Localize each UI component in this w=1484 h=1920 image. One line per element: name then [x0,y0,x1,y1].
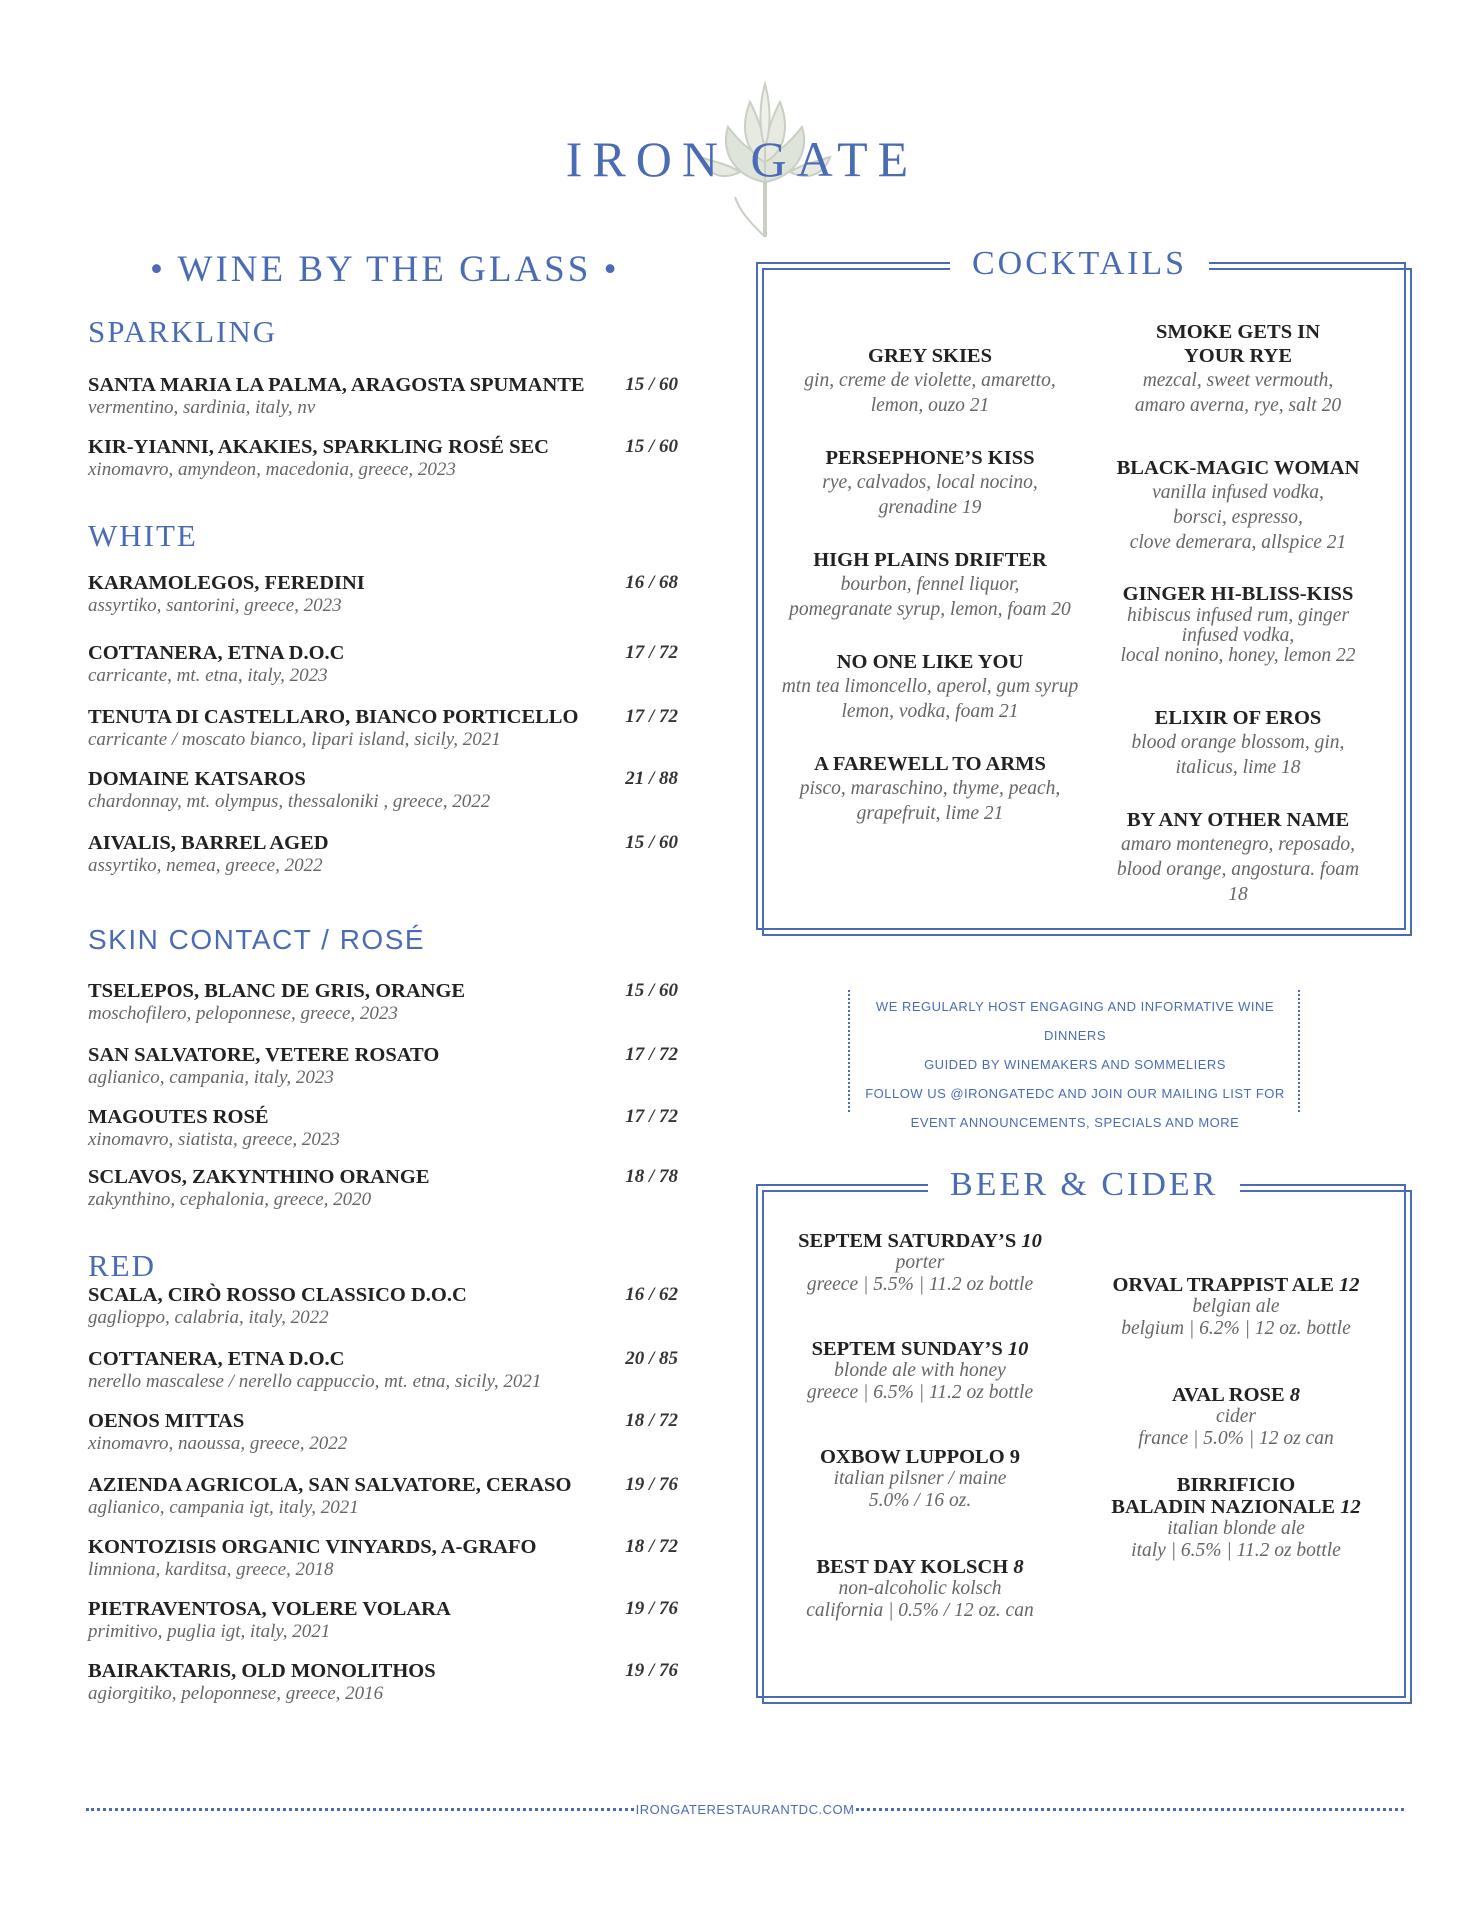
beer-desc-line: belgium | 6.2% | 12 oz. bottle [1121,1318,1351,1339]
beer-item [1076,1384,1396,1450]
cocktail-desc-line: lemon, ouzo 21 [870,395,990,416]
beer-desc-line: california | 0.5% / 12 oz. can [806,1600,1034,1621]
wine-dinner-info [850,992,1300,1137]
beer-desc-line: porter [895,1252,945,1273]
cocktail-name: HIGH PLAINS DRIFTER [813,549,1047,571]
cocktail-desc-line: mtn tea limoncello, aperol, gum syrup [781,676,1079,697]
wine-desc: vermentino, sardinia, italy, nv [88,397,316,418]
wine-desc: zakynthino, cephalonia, greece, 2020 [88,1189,372,1210]
cocktail-desc-line: pisco, maraschino, thyme, peach, [799,778,1061,799]
brand-title: IRON GATE [565,131,919,187]
wine-item [88,1044,678,1088]
beer-name-line [1076,1474,1396,1518]
cocktail-name: ELIXIR OF EROS [1154,707,1322,729]
cocktail-item [1088,456,1388,555]
beer-name-line [760,1230,1080,1252]
cocktails-heading: COCKTAILS [950,245,1209,283]
beer-name-line [760,1446,1080,1468]
cocktail-desc-line: 18 [1228,884,1248,905]
wine-item [88,374,678,418]
wine-desc: nerello mascalese / nerello cappuccio, mt. etna, sicily, 2021 [88,1371,542,1392]
wine-name: SAN SALVATORE, VETERE ROSATO [88,1044,440,1066]
wine-price: 18 / 78 [625,1166,678,1187]
cocktail-desc-line: bourbon, fennel liquor, [840,574,1020,595]
cocktail-item [750,752,1110,826]
wine-item [88,1106,678,1150]
wine-desc: limniona, karditsa, greece, 2018 [88,1559,334,1580]
beer-name: BEST DAY KOLSCH [816,1556,1009,1578]
beer-name: SEPTEM SUNDAY’S [811,1338,1003,1360]
wine-item [88,1410,678,1454]
footer-divider-left [86,1808,634,1811]
cocktail-desc-line: rye, calvados, local nocino, [822,472,1038,493]
wine-desc: moschofilero, peloponnese, greece, 2023 [88,1003,398,1024]
wine-price: 19 / 76 [625,1474,678,1495]
wine-name: AIVALIS, BARREL AGED [88,832,329,854]
cocktail-name: PERSEPHONE’S KISS [825,447,1035,469]
wine-item [88,436,678,480]
info-line: FOLLOW US @IRONGATEDC AND JOIN OUR MAILING LIST FOR [865,1086,1285,1101]
wine-desc: aglianico, campania igt, italy, 2021 [88,1497,359,1518]
beer-desc-line: france | 5.0% | 12 oz can [1138,1428,1334,1449]
beer-price: 8 [1013,1556,1024,1578]
beer-price: 10 [1021,1230,1042,1252]
cocktail-name: GREY SKIES [868,345,992,367]
beer-desc-line: italian blonde ale [1167,1518,1305,1539]
beer-item [1076,1474,1396,1562]
wine-price: 18 / 72 [625,1410,678,1431]
wine-name: KARAMOLEGOS, FEREDINI [88,572,365,594]
wine-price: 17 / 72 [625,1106,678,1127]
cocktail-item [1088,582,1388,666]
wine-name: TENUTA DI CASTELLARO, BIANCO PORTICELLO [88,706,579,728]
wine-name: DOMAINE KATSAROS [88,768,306,790]
wine-item [88,832,678,876]
cocktail-desc-line: borsci, espresso, [1173,507,1303,528]
wine-price: 17 / 72 [625,706,678,727]
beer-desc-line: 5.0% / 16 oz. [868,1490,972,1511]
cocktail-desc-line: amaro montenegro, reposado, [1121,834,1355,855]
wine-desc: assyrtiko, nemea, greece, 2022 [88,855,323,876]
wine-item [88,572,678,616]
wine-price: 19 / 76 [625,1598,678,1619]
wine-desc: primitivo, puglia igt, italy, 2021 [88,1621,331,1642]
beer-desc-line: cider [1215,1406,1257,1427]
beer-name: BIRRIFICIO BALADIN NAZIONALE [1111,1474,1336,1518]
cocktail-desc-line: local nonino, honey, lemon 22 [1120,645,1356,666]
cocktail-desc-line: vanilla infused vodka, [1152,482,1324,503]
footer-divider-right [856,1808,1404,1811]
wine-price: 17 / 72 [625,642,678,663]
cocktail-desc-line: grapefruit, lime 21 [856,803,1004,824]
cocktail-item [750,446,1110,520]
beer-desc-line: belgian ale [1192,1296,1280,1317]
wine-desc: agiorgitiko, peloponnese, greece, 2016 [88,1683,384,1704]
wine-item [88,642,678,686]
beer-desc-line: italy | 6.5% | 11.2 oz bottle [1131,1540,1341,1561]
wine-name: KIR-YIANNI, AKAKIES, SPARKLING ROSÉ SEC [88,436,549,458]
wine-item [88,1660,678,1704]
wine-price: 15 / 60 [625,980,678,1001]
cocktail-name: BY ANY OTHER NAME [1126,809,1350,831]
wine-desc: xinomavro, amyndeon, macedonia, greece, 2023 [88,459,456,480]
cocktail-item [750,548,1110,622]
cocktail-desc-line: amaro averna, rye, salt 20 [1134,395,1342,416]
cocktail-desc-line: infused vodka, [1181,625,1295,646]
wine-name: MAGOUTES ROSÉ [88,1106,269,1128]
info-line: GUIDED BY WINEMAKERS AND SOMMELIERS [924,1057,1226,1072]
cocktail-desc-line: italicus, lime 18 [1175,757,1301,778]
wine-desc: chardonnay, mt. olympus, thessaloniki , greece, 2022 [88,791,491,812]
section-heading-sparkling: SPARKLING [88,314,278,349]
wine-price: 15 / 60 [625,436,678,457]
wine-name: KONTOZISIS ORGANIC VINYARDS, A-GRAFO [88,1536,537,1558]
beer-price: 10 [1007,1338,1029,1360]
cocktail-name: GINGER HI-BLISS-KISS [1122,583,1354,605]
cocktail-name: A FAREWELL TO ARMS [814,753,1046,775]
wine-desc: gaglioppo, calabria, italy, 2022 [88,1307,329,1328]
cocktail-desc-line: blood orange, angostura. foam [1116,859,1360,880]
wine-price: 15 / 60 [625,374,678,395]
wine-item [88,980,678,1024]
cocktail-item [750,344,1110,418]
wine-name: SCALA, CIRÒ ROSSO CLASSICO D.O.C [88,1284,467,1306]
cocktail-item [1088,706,1388,780]
beer-item [760,1446,1080,1512]
beer-price: 12 [1339,1274,1360,1296]
beer-desc-line: greece | 5.5% | 11.2 oz bottle [806,1274,1034,1295]
wine-desc: xinomavro, naoussa, greece, 2022 [88,1433,348,1454]
wine-item [88,1474,678,1518]
wine-desc: xinomavro, siatista, greece, 2023 [88,1129,340,1150]
beer-price: 8 [1289,1384,1300,1406]
info-line: EVENT ANNOUNCEMENTS, SPECIALS AND MORE [910,1115,1240,1130]
beer-desc-line: italian pilsner / maine [833,1468,1007,1489]
wine-name: COTTANERA, ETNA D.O.C [88,642,345,664]
cocktail-desc-line: pomegranate syrup, lemon, foam 20 [789,599,1071,620]
cocktail-desc-line: lemon, vodka, foam 21 [841,701,1019,722]
beer-price: 12 [1340,1496,1361,1518]
beer-name-line [1076,1384,1396,1406]
wine-price: 17 / 72 [625,1044,678,1065]
wine-price: 21 / 88 [625,768,678,789]
beer-cider-heading: BEER & CIDER [928,1166,1240,1204]
beer-name-line [760,1556,1080,1578]
cocktail-item [750,650,1110,724]
wine-price: 20 / 85 [625,1348,678,1369]
wine-desc: carricante, mt. etna, italy, 2023 [88,665,328,686]
wine-desc: aglianico, campania, italy, 2023 [88,1067,334,1088]
beer-item [760,1338,1080,1404]
beer-name: SEPTEM SATURDAY’S [798,1230,1017,1252]
beer-item [760,1230,1080,1296]
cocktail-desc-line: gin, creme de violette, amaretto, [804,370,1056,391]
cocktail-desc-line: grenadine 19 [878,497,982,518]
website-link[interactable]: IRONGATERESTAURANTDC.COM [635,1802,855,1817]
wine-item [88,1536,678,1580]
beer-item [760,1556,1080,1622]
beer-name: OXBOW LUPPOLO 9 [819,1446,1021,1468]
cocktail-name: BLACK-MAGIC WOMAN [1116,457,1360,479]
wine-price: 19 / 76 [625,1660,678,1681]
cocktail-desc-line: hibiscus infused rum, ginger [1126,605,1350,626]
beer-desc-line: non-alcoholic kolsch [838,1578,1002,1599]
wine-item [88,1348,678,1392]
section-heading-white: WHITE [88,518,198,553]
wine-name: PIETRAVENTOSA, VOLERE VOLARA [88,1598,451,1620]
wine-item [88,768,678,812]
cocktail-item [1088,320,1388,418]
wine-name: COTTANERA, ETNA D.O.C [88,1348,345,1370]
wine-by-the-glass-heading: • WINE BY THE GLASS • [150,249,620,290]
beer-name-line [1076,1274,1396,1296]
wine-item [88,1166,678,1210]
wine-price: 16 / 68 [625,572,678,593]
cocktail-desc-line: clove demerara, allspice 21 [1129,532,1347,553]
wine-desc: carricante / moscato bianco, lipari island, sicily, 2021 [88,729,501,750]
cocktail-name: NO ONE LIKE YOU [836,651,1024,673]
wine-name: BAIRAKTARIS, OLD MONOLITHOS [88,1660,436,1682]
wine-name: SANTA MARIA LA PALMA, ARAGOSTA SPUMANTE [88,374,585,396]
wine-item [88,1284,678,1328]
wine-price: 16 / 62 [625,1284,678,1305]
cocktail-desc-line: blood orange blossom, gin, [1131,732,1345,753]
wine-item [88,706,678,750]
beer-name: AVAL ROSE [1172,1384,1285,1406]
wine-price: 18 / 72 [625,1536,678,1557]
section-heading-skin-contact-rose: SKIN CONTACT / ROSÉ [88,924,426,955]
wine-name: TSELEPOS, BLANC DE GRIS, ORANGE [88,980,466,1002]
info-line: WE REGULARLY HOST ENGAGING AND INFORMATIVE WINE DINNERS [875,999,1275,1043]
wine-item [88,1598,678,1642]
wine-name: AZIENDA AGRICOLA, SAN SALVATORE, CERASO [88,1474,572,1496]
beer-name: ORVAL TRAPPIST ALE [1112,1274,1334,1296]
wine-name: OENOS MITTAS [88,1410,245,1432]
cocktail-name: SMOKE GETS IN YOUR RYE [1155,321,1321,367]
wine-name: SCLAVOS, ZAKYNTHINO ORANGE [88,1166,430,1188]
cocktail-item [1088,808,1388,907]
wine-desc: assyrtiko, santorini, greece, 2023 [88,595,342,616]
section-heading-red: RED [88,1248,156,1283]
beer-name-line [760,1338,1080,1360]
wine-price: 15 / 60 [625,832,678,853]
beer-desc-line: blonde ale with honey [834,1360,1006,1381]
beer-desc-line: greece | 6.5% | 11.2 oz bottle [806,1382,1034,1403]
beer-item [1076,1274,1396,1340]
cocktail-desc-line: mezcal, sweet vermouth, [1142,370,1334,391]
